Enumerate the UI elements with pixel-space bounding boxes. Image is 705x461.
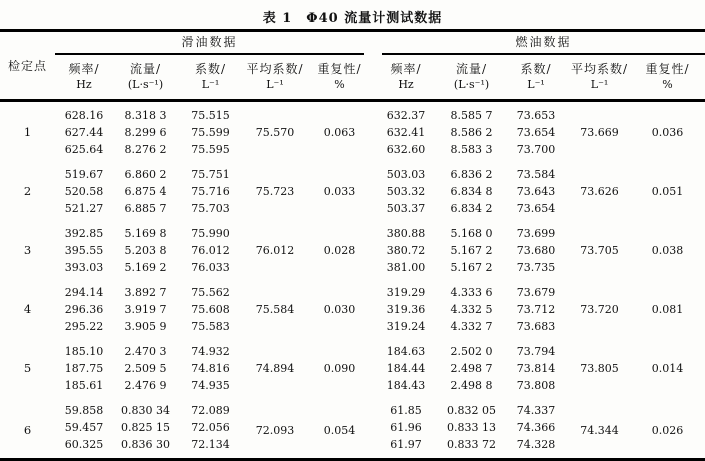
lube-avg-coefficient-cell: 72.093 <box>255 423 295 437</box>
fuel-coef-cell: 73.680 <box>516 244 556 257</box>
lube-freq-cell: 395.55 <box>64 244 104 257</box>
lube-flow-cell: 6.860 2 <box>124 168 167 181</box>
lube-repeatability-cell: 0.028 <box>323 244 356 257</box>
fuel-avg-coefficient-cell: 74.344 <box>580 423 619 437</box>
corner-header-checkpoint: 检定点 <box>0 31 55 101</box>
lube-coef-cell: 75.599 <box>191 126 230 139</box>
fuel-flow-cell: 6.834 8 <box>450 185 493 198</box>
lube-flow-cell: 3.919 7 <box>124 303 167 316</box>
lube-coef-cell: 75.751 <box>191 168 230 181</box>
fuel-flow-cell: 5.167 2 <box>450 244 493 257</box>
table-title: 表 1 Φ40 流量计测试数据 <box>262 11 443 26</box>
fuel-frequency-header: 频率/ Hz <box>372 55 440 101</box>
lube-coef-cell: 72.056 <box>191 421 230 434</box>
fuel-avg-coefficient-cell: 73.705 <box>580 244 619 257</box>
fuel-coef-cell: 73.700 <box>516 143 556 156</box>
fuel-flow-cell: 4.333 6 <box>450 286 493 299</box>
lube-freq-cell: 294.14 <box>64 286 104 299</box>
fuel-flow-cell: 5.167 2 <box>450 261 493 274</box>
group-header-fuel-oil <box>372 31 705 56</box>
fuel-freq-cell: 632.60 <box>386 143 426 156</box>
fuel-avg-coefficient-header: 平均系数/ L⁻¹ <box>569 55 630 101</box>
fuel-freq-cell: 632.37 <box>386 109 426 122</box>
lube-flow-cell: 2.476 9 <box>124 379 167 392</box>
fuel-flow-cell: 4.332 7 <box>450 320 493 333</box>
lube-coef-cell: 75.608 <box>191 303 230 316</box>
fuel-freq-cell: 503.32 <box>386 185 426 198</box>
lube-repeatability-cell: 0.033 <box>323 185 356 198</box>
lube-repeatability-cell: 0.030 <box>323 303 356 316</box>
lube-freq-cell: 519.67 <box>64 168 104 181</box>
lube-flow-cell: 5.169 2 <box>124 261 167 274</box>
fuel-avg-coefficient-cell: 73.720 <box>580 303 619 316</box>
group-header-lube-oil <box>55 31 372 56</box>
fuel-coef-cell: 74.337 <box>516 404 556 417</box>
fuel-flow-cell: 0.832 05 <box>447 404 497 417</box>
fuel-flow-cell: 8.585 7 <box>450 109 493 122</box>
lube-freq-cell: 627.44 <box>64 126 104 139</box>
lube-freq-cell: 393.03 <box>64 261 104 274</box>
checkpoint-number-cell: 2 <box>23 184 32 198</box>
lube-flow-cell: 0.825 15 <box>121 421 170 434</box>
table-row <box>0 394 705 419</box>
lube-avg-coefficient-cell: 76.012 <box>255 244 295 257</box>
lube-flow-cell: 6.885 7 <box>124 202 167 215</box>
calibration-point-group <box>0 158 705 217</box>
lube-freq-cell: 520.58 <box>64 185 104 198</box>
fuel-coef-cell: 73.584 <box>516 168 556 181</box>
lube-flow-cell: 5.203 8 <box>124 244 167 257</box>
lube-coef-cell: 75.583 <box>191 320 230 333</box>
lube-freq-cell: 187.75 <box>64 362 104 375</box>
lube-coefficient-header: 系数/ L⁻¹ <box>178 55 243 101</box>
fuel-repeatability-cell: 0.036 <box>651 126 684 139</box>
fuel-flow-cell: 6.836 2 <box>450 168 493 181</box>
group-header-row <box>0 31 705 56</box>
flowmeter-test-data-table <box>0 29 705 461</box>
table-row <box>0 335 705 360</box>
calibration-point-group <box>0 217 705 276</box>
lube-avg-coefficient-cell: 74.894 <box>255 362 295 375</box>
sub-header-row <box>0 55 705 101</box>
fuel-flow-cell: 6.834 2 <box>450 202 493 215</box>
checkpoint-number-cell: 6 <box>23 422 32 437</box>
lube-flow-cell: 3.892 7 <box>124 286 167 299</box>
fuel-flow-cell: 4.332 5 <box>450 303 493 316</box>
fuel-repeatability-header: 重复性/ % <box>630 55 705 101</box>
calibration-point-group <box>0 394 705 460</box>
fuel-freq-cell: 632.41 <box>386 126 426 139</box>
lube-repeatability-cell: 0.054 <box>323 423 356 437</box>
lube-avg-coefficient-cell: 75.723 <box>255 185 295 198</box>
fuel-repeatability-cell: 0.038 <box>651 244 684 257</box>
lube-freq-cell: 59.858 <box>64 404 104 417</box>
fuel-flow-cell: 0.833 13 <box>447 421 497 434</box>
fuel-avg-coefficient-cell: 73.805 <box>580 362 619 375</box>
fuel-coef-cell: 74.366 <box>516 421 556 434</box>
lube-freq-cell: 628.16 <box>64 109 104 122</box>
fuel-repeatability-cell: 0.051 <box>651 185 684 198</box>
fuel-flow-cell: 0.833 72 <box>447 438 497 451</box>
lube-avg-coefficient-cell: 75.570 <box>255 126 295 139</box>
lube-flow-cell: 6.875 4 <box>124 185 167 198</box>
fuel-freq-cell: 319.36 <box>386 303 426 316</box>
fuel-repeatability-cell: 0.026 <box>651 423 684 437</box>
fuel-coef-cell: 73.735 <box>516 261 556 274</box>
lube-coef-cell: 75.716 <box>191 185 230 198</box>
lube-repeatability-header: 重复性/ % <box>307 55 372 101</box>
fuel-freq-cell: 380.88 <box>386 227 426 240</box>
fuel-avg-coefficient-cell: 73.626 <box>580 185 619 198</box>
fuel-coef-cell: 73.683 <box>516 320 556 333</box>
fuel-flow-cell: 2.502 0 <box>450 345 493 358</box>
checkpoint-number-cell: 5 <box>23 361 32 375</box>
lube-flow-cell: 3.905 9 <box>124 320 167 333</box>
fuel-coef-cell: 73.814 <box>516 362 556 375</box>
lube-flow-cell: 8.299 6 <box>124 126 167 139</box>
lube-flow-cell: 8.276 2 <box>124 143 167 156</box>
fuel-coef-cell: 73.653 <box>516 109 556 122</box>
fuel-coef-cell: 74.328 <box>516 438 556 451</box>
fuel-coef-cell: 73.808 <box>516 379 556 392</box>
group-label-fuel-oil: 燃油数据 <box>382 32 705 55</box>
lube-flow-cell: 8.318 3 <box>124 109 167 122</box>
lube-coef-cell: 74.816 <box>191 362 230 375</box>
lube-coef-cell: 76.012 <box>191 244 230 257</box>
fuel-coef-cell: 73.654 <box>516 126 556 139</box>
fuel-flow-cell: 8.586 2 <box>450 126 493 139</box>
fuel-freq-cell: 184.63 <box>386 345 426 358</box>
lube-freq-cell: 59.457 <box>64 421 104 434</box>
lube-freq-cell: 625.64 <box>64 143 104 156</box>
lube-freq-cell: 295.22 <box>64 320 104 333</box>
lube-freq-cell: 296.36 <box>64 303 104 316</box>
fuel-coef-cell: 73.712 <box>516 303 556 316</box>
lube-repeatability-cell: 0.090 <box>323 362 356 375</box>
lube-avg-coefficient-header: 平均系数/ L⁻¹ <box>243 55 307 101</box>
lube-freq-cell: 521.27 <box>64 202 104 215</box>
fuel-repeatability-cell: 0.014 <box>651 362 684 375</box>
lube-coef-cell: 75.703 <box>191 202 230 215</box>
fuel-freq-cell: 380.72 <box>386 244 426 257</box>
table-row <box>0 217 705 242</box>
lube-freq-cell: 392.85 <box>64 227 104 240</box>
fuel-coef-cell: 73.643 <box>516 185 556 198</box>
fuel-coefficient-header: 系数/ L⁻¹ <box>503 55 569 101</box>
lube-coef-cell: 75.990 <box>191 227 230 240</box>
lube-flow-cell: 2.470 3 <box>124 345 167 358</box>
checkpoint-number-cell: 1 <box>23 125 32 139</box>
calibration-point-group <box>0 335 705 394</box>
lube-flow-cell: 0.836 30 <box>121 438 170 451</box>
lube-repeatability-cell: 0.063 <box>323 126 356 139</box>
lube-flow-cell: 2.509 5 <box>124 362 167 375</box>
lube-flow-cell: 5.169 8 <box>124 227 167 240</box>
fuel-coef-cell: 73.679 <box>516 286 556 299</box>
table-row <box>0 276 705 301</box>
table-row <box>0 101 705 125</box>
table-row <box>0 158 705 183</box>
lube-coef-cell: 75.595 <box>191 143 230 156</box>
fuel-freq-cell: 503.37 <box>386 202 426 215</box>
fuel-freq-cell: 184.44 <box>386 362 426 375</box>
lube-coef-cell: 75.562 <box>191 286 230 299</box>
fuel-flow-cell: 2.498 7 <box>450 362 493 375</box>
lube-freq-cell: 185.61 <box>64 379 104 392</box>
lube-coef-cell: 75.515 <box>191 109 230 122</box>
lube-coef-cell: 74.932 <box>191 345 230 358</box>
fuel-freq-cell: 61.85 <box>390 404 422 417</box>
lube-freq-cell: 60.325 <box>64 438 104 451</box>
fuel-flow-cell: 2.498 8 <box>450 379 493 392</box>
checkpoint-number-cell: 3 <box>23 243 32 257</box>
fuel-freq-cell: 61.97 <box>390 438 422 451</box>
fuel-freq-cell: 61.96 <box>390 421 422 434</box>
fuel-freq-cell: 503.03 <box>386 168 426 181</box>
group-label-lube-oil: 滑油数据 <box>55 32 364 55</box>
lube-coef-cell: 74.935 <box>191 379 230 392</box>
fuel-freq-cell: 184.43 <box>386 379 426 392</box>
lube-coef-cell: 76.033 <box>191 261 230 274</box>
fuel-freq-cell: 319.29 <box>386 286 426 299</box>
fuel-freq-cell: 319.24 <box>386 320 426 333</box>
fuel-freq-cell: 381.00 <box>386 261 426 274</box>
table-header <box>0 31 705 101</box>
calibration-point-group <box>0 276 705 335</box>
lube-avg-coefficient-cell: 75.584 <box>255 303 295 316</box>
fuel-avg-coefficient-cell: 73.669 <box>580 126 619 139</box>
fuel-coef-cell: 73.794 <box>516 345 556 358</box>
fuel-coef-cell: 73.654 <box>516 202 556 215</box>
checkpoint-number-cell: 4 <box>23 302 32 316</box>
lube-flow-header: 流量/ (L·s⁻¹) <box>113 55 178 101</box>
lube-frequency-header: 频率/ Hz <box>55 55 113 101</box>
fuel-repeatability-cell: 0.081 <box>651 303 684 316</box>
lube-coef-cell: 72.089 <box>191 404 230 417</box>
lube-freq-cell: 185.10 <box>64 345 104 358</box>
fuel-flow-cell: 5.168 0 <box>450 227 493 240</box>
lube-coef-cell: 72.134 <box>191 438 230 451</box>
calibration-point-group <box>0 101 705 159</box>
fuel-coef-cell: 73.699 <box>516 227 556 240</box>
lube-flow-cell: 0.830 34 <box>121 404 170 417</box>
fuel-flow-cell: 8.583 3 <box>450 143 493 156</box>
fuel-flow-header: 流量/ (L·s⁻¹) <box>440 55 503 101</box>
